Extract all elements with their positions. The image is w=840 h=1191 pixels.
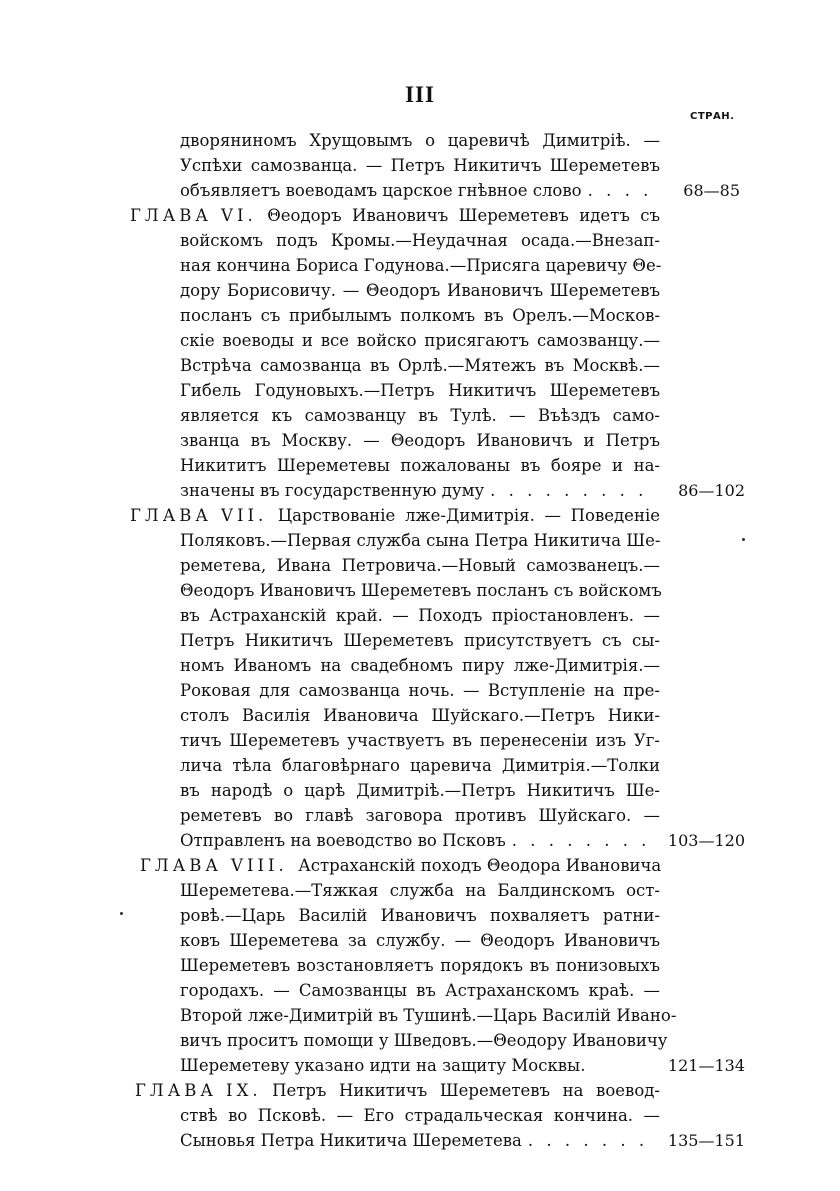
toc-line: Θеодоръ Ивановичъ Шереметевъ посланъ съ войскомъ [180,581,662,600]
toc-line-with-leader [180,478,660,504]
toc-line-text: Царствованіе лже-Димитрія. — Поведеніе [277,506,660,525]
chapter-heading-line [140,853,660,879]
page-range: 135—151 [667,1131,745,1150]
toc-line: ровѣ.—Царь Василій Ивановичъ похваляетъ ратни- [180,906,660,925]
toc-line: ная кончина Бориса Годунова.—Присяга царевичу Θе- [180,256,662,275]
chapter-heading: ГЛАВА VII. [130,506,268,525]
toc-line-text: объявляетъ воеводамъ царское гнѣвное слово [180,181,582,200]
toc-line-with-leader [180,1128,660,1154]
toc-line-text: значены въ государственную думу [180,481,485,500]
toc-line: званца въ Москву. — Θеодоръ Ивановичъ и Петръ [180,431,660,450]
toc-line-text: Сыновья Петра Никитича Шереметева [180,1131,522,1150]
toc-line: реметевъ во главѣ заговора противъ Шуйскаго. — [180,806,660,825]
toc-line: Поляковъ.—Первая служба сына Петра Никитича Ше- [180,531,661,550]
toc-line: Роковая для самозванца ночь. — Вступленіе на пре- [180,681,660,700]
toc-line-text: Петръ Никитичъ Шереметевъ на воевод- [272,1081,660,1100]
toc-line: Второй лже-Димитрій въ Тушинѣ.—Царь Василій Ивано- [180,1006,677,1025]
page-range: 68—85 [683,181,740,200]
chapter-heading-line [135,1078,660,1104]
toc-line: дору Борисовичу. — Θеодоръ Ивановичъ Шереметевъ [180,281,660,300]
chapter-heading: ГЛАВА VI. [130,206,257,225]
toc-line: Шереметевъ возстановляетъ порядокъ въ понизовыхъ [180,956,660,975]
chapter-heading: ГЛАВА VIII. [140,856,288,875]
toc-line: городахъ. — Самозванцы въ Астраханскомъ краѣ. — [180,981,660,1000]
page-number: III [405,82,435,107]
page-range: 121—134 [667,1056,745,1075]
toc-line: Шереметева.—Тяжкая служба на Балдинскомъ ост- [180,881,660,900]
toc-line-text: Θеодоръ Ивановичъ Шереметевъ идетъ съ [267,206,660,225]
toc-line: вичъ проситъ помощи у Шведовъ.—Θеодору Ивановичу [180,1031,668,1050]
print-speck [742,538,745,541]
toc-line: номъ Иваномъ на свадебномъ пиру лже-Димитрія.— [180,656,660,675]
chapter-heading-line [130,203,660,229]
toc-line-with-leader [180,178,660,204]
toc-line: Петръ Никитичъ Шереметевъ присутствуетъ съ сы- [180,631,660,650]
toc-line: столъ Василія Ивановича Шуйскаго.—Петръ Ники- [180,706,660,725]
toc-line: скіе воеводы и все войско присягаютъ самозванцу.— [180,331,660,350]
toc-line: Встрѣча самозванца въ Орлѣ.—Мятежъ въ Москвѣ.— [180,356,660,375]
toc-line-text: Отправленъ на воеводство во Псковъ [180,831,506,850]
toc-line: ковъ Шереметева за службу. — Θеодоръ Ивановичъ [180,931,660,950]
toc-line: тичъ Шереметевъ участвуетъ въ перенесеніи изъ Уг- [180,731,660,750]
toc-line: Гибель Годуновыхъ.—Петръ Никитичъ Шереметевъ [180,381,660,400]
toc-line: реметева, Ивана Петровича.—Новый самозванецъ.— [180,556,660,575]
toc-line: является къ самозванцу въ Тулѣ. — Въѣздъ само- [180,406,660,425]
page-range: 86—102 [678,481,745,500]
toc-line: Шереметеву указано идти на защиту Москвы. [180,1056,586,1075]
toc-line: Успѣхи самозванца. — Петръ Никитичъ Шереметевъ [180,156,660,175]
toc-line: въ народѣ о царѣ Димитріѣ.—Петръ Никитичъ Ше- [180,781,660,800]
chapter-heading: ГЛАВА IX. [135,1081,262,1100]
toc-line-text: Астраханскій походъ Θеодора Ивановича [298,856,662,875]
page-range: 103—120 [667,831,745,850]
toc-line: Никититъ Шереметевы пожалованы въ бояре и на- [180,456,660,475]
pages-column-header: СТРАН. [690,111,735,122]
toc-line: ствѣ во Псковѣ. — Его страдальческая кончина. — [180,1106,660,1125]
toc-line: въ Астраханскій край. — Походъ пріостановленъ. — [180,606,660,625]
toc-line-with-leader [180,828,660,854]
print-speck [120,912,123,915]
toc-line: лича тѣла благовѣрнаго царевича Димитрія.—Толки [180,756,660,775]
toc-line: посланъ съ прибылымъ полкомъ въ Орелъ.—Москов- [180,306,660,325]
toc-line: войскомъ подъ Кромы.—Неудачная осада.—Внезап- [180,231,660,250]
chapter-heading-line [130,503,660,529]
toc-line: дворяниномъ Хрущовымъ о царевичѣ Димитріѣ. — [180,131,660,150]
